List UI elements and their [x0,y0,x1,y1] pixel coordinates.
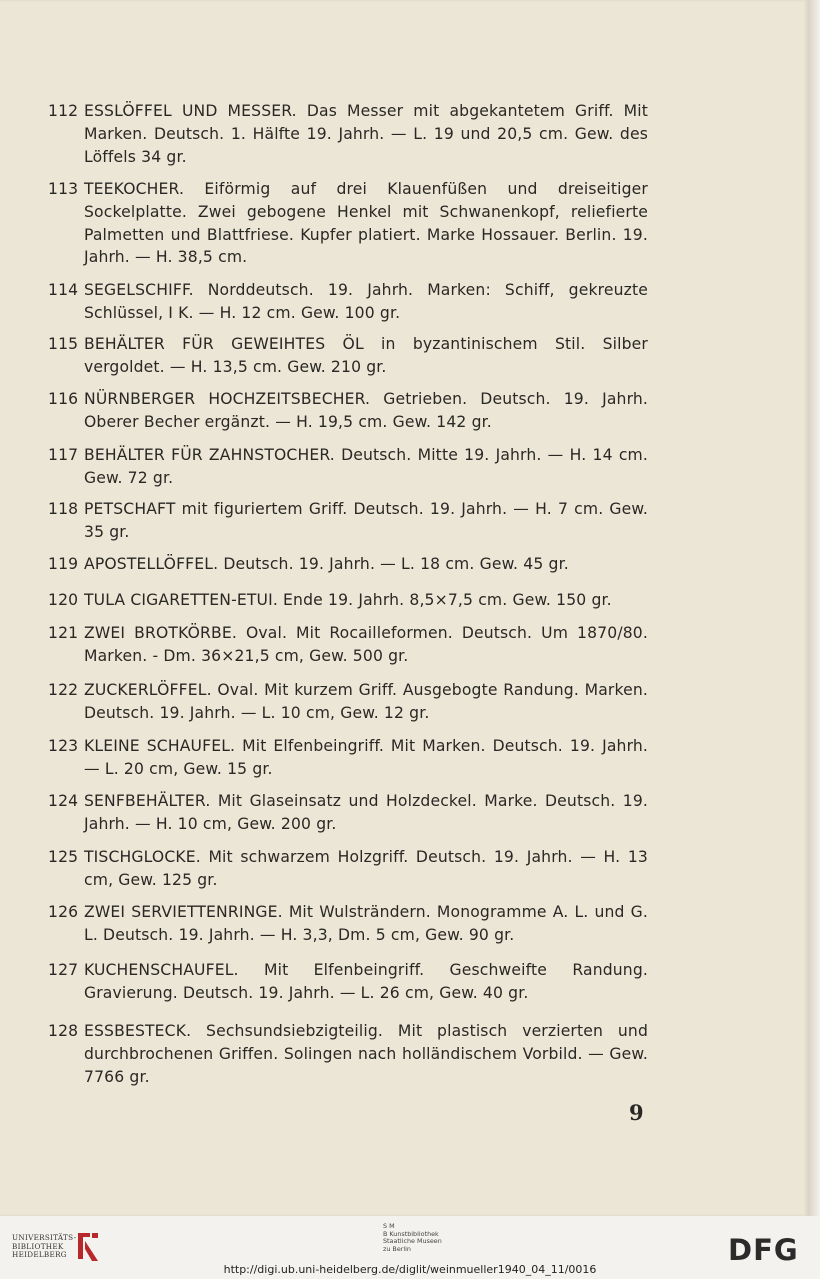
entry-number: 120 [48,591,79,609]
entry-text: ZWEI SERVIETTENRINGE. Mit Wulsträndern. Monogramme A. L. und G. L. Deutsch. 19. Jahrh. — H. 3,3, Dm. 5 cm, Gew. 90 gr. [84,903,648,944]
entry-number: 121 [48,624,79,642]
entry-text: KUCHENSCHAUFEL. Mit Elfenbeingriff. Geschweifte Randung. Gravierung. Deutsch. 19. Jahrh. — L. 26 cm, Gew. 40 gr. [84,961,648,1002]
entry-number: 123 [48,737,79,755]
catalog-entry-117 [48,444,648,490]
entry-text: TISCHGLOCKE. Mit schwarzem Holzgriff. Deutsch. 19. Jahrh. — H. 13 cm, Gew. 125 gr. [84,848,648,889]
entry-text: ZUCKERLÖFFEL. Oval. Mit kurzem Griff. Ausgebogte Randung. Marken. Deutsch. 19. Jahrh. — L. 10 cm, Gew. 12 gr. [84,681,648,722]
entry-number: 125 [48,848,79,866]
catalog-entry-123 [48,735,648,781]
entry-number: 127 [48,961,79,979]
entry-text: SENFBEHÄLTER. Mit Glaseinsatz und Holzdeckel. Marke. Deutsch. 19. Jahrh. — H. 10 cm, Gew. 200 gr. [84,792,648,833]
entry-text: SEGELSCHIFF. Norddeutsch. 19. Jahrh. Marken: Schiff, gekreuzte Schlüssel, I K. — H. 12 cm. Gew. 100 gr. [84,281,648,322]
entry-number: 118 [48,500,79,518]
library-logo-icon[interactable] [76,1229,100,1263]
catalog-entry-114 [48,279,648,325]
dfg-logo[interactable]: DFG [728,1233,799,1267]
catalog-entry-115 [48,333,648,379]
catalog-entry-121 [48,622,648,668]
catalog-entry-125 [48,846,648,892]
catalog-entry-126 [48,901,648,947]
entry-text: ZWEI BROTKÖRBE. Oval. Mit Rocailleformen. Deutsch. Um 1870/80. Marken. - Dm. 36×21,5 cm, Gew. 500 gr. [84,624,648,665]
library-name[interactable] [12,1234,76,1260]
library-name-line: BIBLIOTHEK [12,1241,64,1251]
entry-text: KLEINE SCHAUFEL. Mit Elfenbeingriff. Mit Marken. Deutsch. 19. Jahrh. — L. 20 cm, Gew. 15 gr. [84,737,648,778]
library-name-line: UNIVERSITÄTS- [12,1233,77,1242]
entry-number: 117 [48,446,79,464]
smb-logo[interactable] [383,1223,442,1253]
library-name-line: HEIDELBERG [12,1250,67,1260]
entry-number: 126 [48,903,79,921]
catalog-entry-128 [48,1020,648,1088]
entry-number: 122 [48,681,79,699]
entry-text: PETSCHAFT mit figuriertem Griff. Deutsch. 19. Jahrh. — H. 7 cm. Gew. 35 gr. [84,500,648,541]
smb-line: B Kunstbibliothek [383,1229,439,1238]
entry-number: 116 [48,390,79,408]
catalog-entry-113 [48,178,648,269]
catalog-entry-119 [48,553,648,576]
catalog-entry-112 [48,100,648,168]
source-url[interactable]: http://digi.ub.uni-heidelberg.de/diglit/weinmueller1940_04_11/0016 [223,1263,597,1276]
entry-text: APOSTELLÖFFEL. Deutsch. 19. Jahrh. — L. 18 cm. Gew. 45 gr. [84,555,569,573]
catalog-entry-124 [48,790,648,836]
entry-number: 124 [48,792,79,810]
entry-text: TULA CIGARETTEN-ETUI. Ende 19. Jahrh. 8,5×7,5 cm. Gew. 150 gr. [84,591,612,609]
catalog-entry-118 [48,498,648,544]
catalog-entry-122 [48,679,648,725]
entry-number: 119 [48,555,79,573]
entry-text: ESSBESTECK. Sechsundsiebzigteilig. Mit plastisch verzierten und durchbrochenen Griffen. Solingen nach holländischem Vorbild. — Gew. 7766 gr. [84,1022,648,1086]
smb-line: S M [383,1222,395,1230]
entry-text: TEEKOCHER. Eiförmig auf drei Klauenfüßen und dreiseitiger Sockelplatte. Zwei gebogene Henkel mit Schwanenkopf, reliefierte Palmetten und Blattfriese. Kupfer platiert. Marke Hossauer. Berlin. 19. Jahrh. — H. 38,5 cm. [84,180,648,267]
page-edge [808,0,820,1216]
entry-number: 115 [48,335,79,353]
entry-number: 112 [48,102,79,120]
catalog-entry-127 [48,959,648,1005]
catalog-entry-120 [48,589,648,612]
entry-number: 128 [48,1022,79,1040]
smb-line: Staatliche Museen [383,1237,442,1246]
entry-text: ESSLÖFFEL UND MESSER. Das Messer mit abgekantetem Griff. Mit Marken. Deutsch. 1. Hälfte 19. Jahrh. — L. 19 und 20,5 cm. Gew. des Löffels 34 gr. [84,102,648,166]
entry-text: NÜRNBERGER HOCHZEITSBECHER. Getrieben. Deutsch. 19. Jahrh. Oberer Becher ergänzt. — H. 19,5 cm. Gew. 142 gr. [84,390,648,431]
entry-number: 113 [48,180,79,198]
entry-number: 114 [48,281,79,299]
catalog-entry-116 [48,388,648,434]
page-number: 9 [629,1100,644,1125]
entry-text: BEHÄLTER FÜR GEWEIHTES ÖL in byzantinischem Stil. Silber vergoldet. — H. 13,5 cm. Gew. 210 gr. [84,335,648,376]
smb-line: zu Berlin [383,1244,411,1253]
entry-text: BEHÄLTER FÜR ZAHNSTOCHER. Deutsch. Mitte 19. Jahrh. — H. 14 cm. Gew. 72 gr. [84,446,648,487]
